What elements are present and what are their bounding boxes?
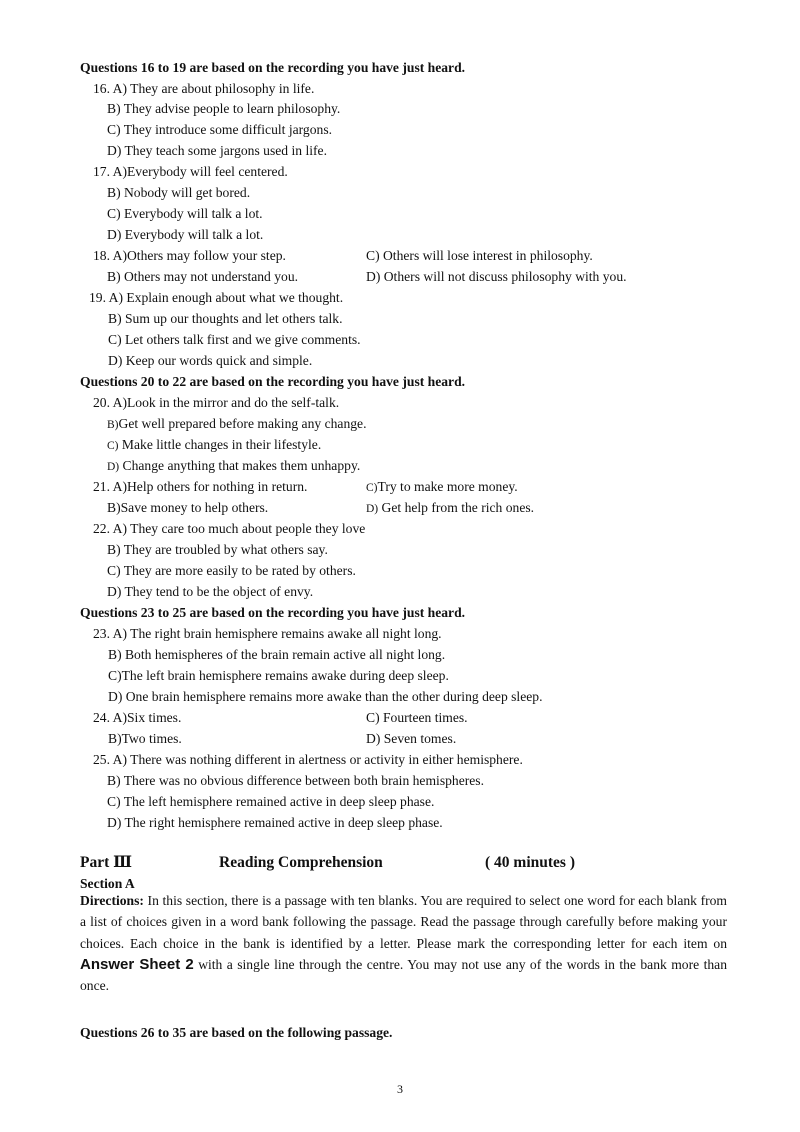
q25-option-c: C) The left hemisphere remained active in deep sleep phase. — [107, 794, 435, 809]
q20-option-b-text: Get well prepared before making any change. — [118, 416, 367, 431]
q24-option-b: B)Two times. — [108, 731, 182, 746]
q22-option-d: D) They tend to be the object of envy. — [107, 584, 314, 599]
q16-option-a: 16. A) They are about philosophy in life. — [93, 81, 315, 96]
q17-option-b: B) Nobody will get bored. — [107, 185, 251, 200]
q20-option-a: 20. A)Look in the mirror and do the self-talk. — [93, 395, 340, 410]
q21-option-d — [366, 498, 534, 519]
q20-option-b — [107, 414, 366, 435]
directions-label: Directions: — [80, 893, 144, 908]
passage-heading: Questions 26 to 35 are based on the following passage. — [80, 1025, 393, 1040]
q22-option-b: B) They are troubled by what others say. — [107, 542, 328, 557]
q19-option-a: 19. A) Explain enough about what we thought. — [89, 290, 344, 305]
part-time: ( 40 minutes ) — [485, 854, 575, 871]
q20-option-c-letter: C) — [107, 440, 119, 452]
q25-option-a: 25. A) There was nothing different in alertness or activity in either hemisphere. — [93, 752, 523, 767]
section-heading-20-22: Questions 20 to 22 are based on the recording you have just heard. — [80, 374, 466, 389]
q16-option-c: C) They introduce some difficult jargons. — [107, 122, 333, 137]
q18-option-d: D) Others will not discuss philosophy with you. — [366, 269, 627, 284]
q23-option-a: 23. A) The right brain hemisphere remains awake all night long. — [93, 626, 442, 641]
section-label: Section A — [80, 876, 135, 891]
q20-option-c — [107, 435, 321, 456]
q21-option-c-letter: C) — [366, 482, 378, 494]
q22-option-a: 22. A) They care too much about people they love — [93, 521, 366, 536]
q20-option-d-letter: D) — [107, 461, 120, 473]
q21-option-b: B)Save money to help others. — [107, 500, 269, 515]
q24-option-d: D) Seven tomes. — [366, 731, 457, 746]
q20-option-d-text: Change anything that makes them unhappy. — [119, 458, 361, 473]
q20-option-c-text: Make little changes in their lifestyle. — [118, 437, 322, 452]
section-heading-23-25: Questions 23 to 25 are based on the recording you have just heard. — [80, 605, 466, 620]
q20-option-d — [107, 456, 360, 477]
q21-option-a: 21. A)Help others for nothing in return. — [93, 479, 308, 494]
page-number: 3 — [397, 1082, 403, 1096]
answer-sheet-label: Answer Sheet 2 — [80, 955, 194, 973]
q17-option-a: 17. A)Everybody will feel centered. — [93, 164, 288, 179]
q17-option-c: C) Everybody will talk a lot. — [107, 206, 263, 221]
q21-option-c — [366, 477, 518, 498]
q18-option-b: B) Others may not understand you. — [107, 269, 299, 284]
q17-option-d: D) Everybody will talk a lot. — [107, 227, 264, 242]
q16-option-b: B) They advise people to learn philosophy. — [107, 101, 341, 116]
q21-option-d-letter: D) — [366, 503, 379, 515]
directions-paragraph — [80, 890, 727, 996]
part-label: Part Ⅲ — [80, 854, 133, 871]
q23-option-c: C)The left brain hemisphere remains awake during deep sleep. — [108, 668, 449, 683]
q16-option-d: D) They teach some jargons used in life. — [107, 143, 327, 158]
q19-option-d: D) Keep our words quick and simple. — [108, 353, 313, 368]
q21-option-c-text: Try to make more money. — [377, 479, 518, 494]
q25-option-b: B) There was no obvious difference between both brain hemispheres. — [107, 773, 484, 788]
q23-option-d: D) One brain hemisphere remains more awake than the other during deep sleep. — [108, 689, 543, 704]
q25-option-d: D) The right hemisphere remained active in deep sleep phase. — [107, 815, 443, 830]
q19-option-c: C) Let others talk first and we give comments. — [108, 332, 361, 347]
q24-option-c: C) Fourteen times. — [366, 710, 468, 725]
q19-option-b: B) Sum up our thoughts and let others talk. — [108, 311, 343, 326]
q24-option-a: 24. A)Six times. — [93, 710, 182, 725]
directions-text-2: with a single line through the centre. You may not use any of the words in the bank more than once. — [80, 956, 727, 994]
directions-text-1: In this section, there is a passage with ten blanks. You are required to select one word for each blank from a list of choices given in a word bank following the passage. Read the passage through carefully before making your choices. Each choice in the bank is identified by a letter. Please mark the corresponding letter for each item on — [80, 893, 727, 951]
q18-option-a: 18. A)Others may follow your step. — [93, 248, 286, 263]
part-title: Reading Comprehension — [219, 854, 383, 871]
q23-option-b: B) Both hemispheres of the brain remain active all night long. — [108, 647, 446, 662]
section-heading-16-19: Questions 16 to 19 are based on the recording you have just heard. — [80, 60, 466, 75]
q22-option-c: C) They are more easily to be rated by others. — [107, 563, 356, 578]
q18-option-c: C) Others will lose interest in philosophy. — [366, 248, 593, 263]
q20-option-b-letter: B) — [107, 419, 119, 431]
q21-option-d-text: Get help from the rich ones. — [378, 500, 535, 515]
